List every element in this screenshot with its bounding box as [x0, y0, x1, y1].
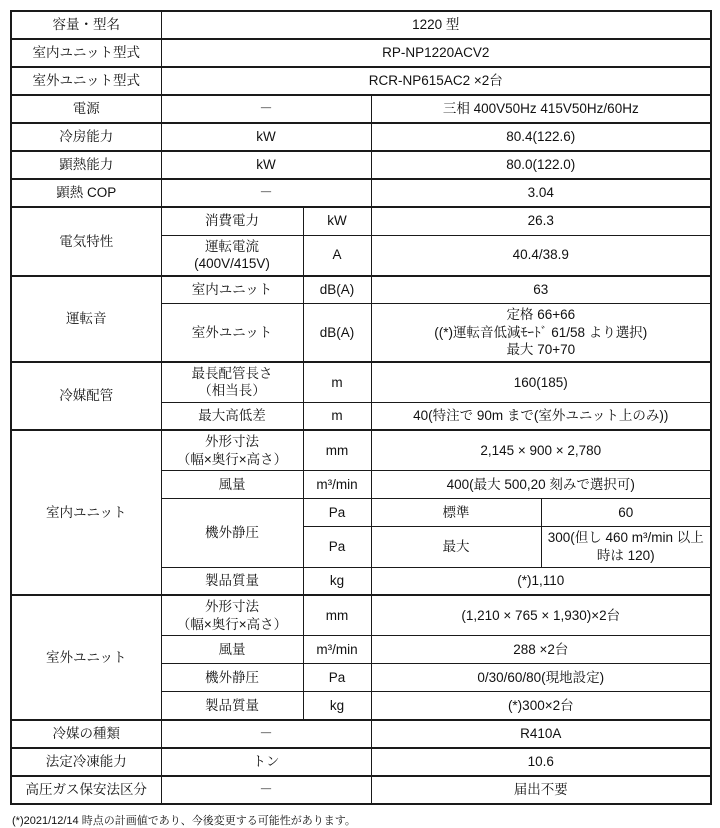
- indoor-unit-group-label: 室内ユニット: [11, 430, 161, 595]
- current-label: [161, 235, 303, 276]
- refrigerant-value: R410A: [371, 720, 711, 748]
- indoor-weight-unit: kg: [303, 567, 371, 595]
- legal-capacity-value: 10.6: [371, 748, 711, 776]
- indoor-static-pressure-max-unit: Pa: [303, 527, 371, 567]
- high-pressure-gas-value: 届出不要: [371, 776, 711, 804]
- indoor-static-pressure-standard-unit: Pa: [303, 499, 371, 527]
- piping-max-height-value: 40(特注で 90m まで(室外ユニット上のみ)): [371, 402, 711, 430]
- indoor-static-pressure-label: 機外静圧: [161, 499, 303, 567]
- piping-max-height-unit: m: [303, 402, 371, 430]
- noise-indoor-unit: dB(A): [303, 276, 371, 304]
- outdoor-weight-value: (*)300×2台: [371, 692, 711, 720]
- outdoor-airflow-label: 風量: [161, 636, 303, 664]
- noise-indoor-value: 63: [371, 276, 711, 304]
- outdoor-dimensions-label: [161, 595, 303, 636]
- cooling-capacity-value: 80.4(122.6): [371, 123, 711, 151]
- consumption-value: 26.3: [371, 207, 711, 235]
- piping-max-height-label: 最大高低差: [161, 402, 303, 430]
- row-legal-capacity: [11, 748, 711, 776]
- row-high-pressure-gas: [11, 776, 711, 804]
- current-label-line1: 運転電流: [205, 238, 259, 254]
- outdoor-static-pressure-value: 0/30/60/80(現地設定): [371, 664, 711, 692]
- row-power: [11, 95, 711, 123]
- piping-max-length-label-line2: （相当長）: [198, 383, 266, 399]
- row-outdoor-model: [11, 67, 711, 95]
- indoor-static-pressure-standard-mode: 標準: [371, 499, 541, 527]
- current-label-line2: (400V/415V): [194, 256, 270, 272]
- power-label: 電源: [11, 95, 161, 123]
- row-noise-indoor: [11, 276, 711, 304]
- row-refrigerant: [11, 720, 711, 748]
- outdoor-dimensions-label-line1: 外形寸法: [205, 599, 259, 615]
- outdoor-unit-group-label: 室外ユニット: [11, 595, 161, 720]
- cooling-capacity-label: 冷房能力: [11, 123, 161, 151]
- noise-indoor-label: 室内ユニット: [161, 276, 303, 304]
- outdoor-weight-unit: kg: [303, 692, 371, 720]
- power-value: 三相 400V50Hz 415V50Hz/60Hz: [371, 95, 711, 123]
- noise-outdoor-value-line2: ((*)運転音低減ﾓｰﾄﾞ 61/58 より選択): [434, 324, 648, 340]
- row-outdoor-dimensions: [11, 595, 711, 636]
- row-indoor-dimensions: [11, 430, 711, 471]
- footnote: (*)2021/12/14 時点の計画値であり、今後変更する可能性があります。: [12, 814, 356, 827]
- outdoor-dimensions-unit: mm: [303, 595, 371, 636]
- row-sensible-cop: [11, 179, 711, 207]
- noise-outdoor-value-line3: 最大 70+70: [506, 342, 576, 358]
- high-pressure-gas-label: 高圧ガス保安法区分: [11, 776, 161, 804]
- row-indoor-model: [11, 39, 711, 67]
- cooling-capacity-unit: kW: [161, 123, 371, 151]
- indoor-static-pressure-standard-value: 60: [541, 499, 711, 527]
- spec-table: [10, 10, 712, 805]
- indoor-static-pressure-max-value: 300(但し 460 m³/min 以上時は 120): [541, 527, 711, 567]
- row-piping-max-length: [11, 362, 711, 403]
- outdoor-weight-label: 製品質量: [161, 692, 303, 720]
- outdoor-dimensions-value: (1,210 × 765 × 1,930)×2台: [371, 595, 711, 636]
- legal-capacity-unit: トン: [161, 748, 371, 776]
- consumption-label: 消費電力: [161, 207, 303, 235]
- indoor-airflow-value: 400(最大 500,20 刻みで選択可): [371, 471, 711, 499]
- outdoor-airflow-unit: m³/min: [303, 636, 371, 664]
- noise-group-label: 運転音: [11, 276, 161, 362]
- row-cooling-capacity: [11, 123, 711, 151]
- indoor-dimensions-label: [161, 430, 303, 471]
- indoor-weight-value: (*)1,110: [371, 567, 711, 595]
- indoor-dimensions-value: 2,145 × 900 × 2,780: [371, 430, 711, 471]
- noise-outdoor-label: 室外ユニット: [161, 304, 303, 362]
- consumption-unit: kW: [303, 207, 371, 235]
- piping-max-length-label: [161, 362, 303, 403]
- sensible-cop-value: 3.04: [371, 179, 711, 207]
- sensible-cop-unit: －: [161, 179, 371, 207]
- sensible-capacity-unit: kW: [161, 151, 371, 179]
- indoor-dimensions-label-line1: 外形寸法: [205, 434, 259, 450]
- sensible-capacity-value: 80.0(122.0): [371, 151, 711, 179]
- piping-group-label: 冷媒配管: [11, 362, 161, 431]
- piping-max-length-label-line1: 最長配管長さ: [191, 365, 273, 381]
- noise-outdoor-value-line1: 定格 66+66: [506, 307, 576, 323]
- current-unit: A: [303, 235, 371, 276]
- outdoor-model-label: 室外ユニット型式: [11, 67, 161, 95]
- outdoor-static-pressure-unit: Pa: [303, 664, 371, 692]
- capacity-label: 容量・型名: [11, 11, 161, 39]
- sensible-capacity-label: 顕熱能力: [11, 151, 161, 179]
- outdoor-model-value: RCR-NP615AC2 ×2台: [161, 67, 711, 95]
- indoor-model-label: 室内ユニット型式: [11, 39, 161, 67]
- piping-max-length-unit: m: [303, 362, 371, 403]
- indoor-weight-label: 製品質量: [161, 567, 303, 595]
- refrigerant-label: 冷媒の種類: [11, 720, 161, 748]
- indoor-model-value: RP-NP1220ACV2: [161, 39, 711, 67]
- noise-outdoor-unit: dB(A): [303, 304, 371, 362]
- current-value: 40.4/38.9: [371, 235, 711, 276]
- high-pressure-gas-unit: －: [161, 776, 371, 804]
- noise-outdoor-value: [371, 304, 711, 362]
- outdoor-static-pressure-label: 機外静圧: [161, 664, 303, 692]
- indoor-dimensions-label-line2: （幅×奥行×高さ）: [176, 451, 288, 467]
- piping-max-length-value: 160(185): [371, 362, 711, 403]
- indoor-airflow-label: 風量: [161, 471, 303, 499]
- outdoor-airflow-value: 288 ×2台: [371, 636, 711, 664]
- legal-capacity-label: 法定冷凍能力: [11, 748, 161, 776]
- indoor-airflow-unit: m³/min: [303, 471, 371, 499]
- power-unit: －: [161, 95, 371, 123]
- indoor-dimensions-unit: mm: [303, 430, 371, 471]
- outdoor-dimensions-label-line2: （幅×奥行×高さ）: [176, 616, 288, 632]
- refrigerant-unit: －: [161, 720, 371, 748]
- row-sensible-capacity: [11, 151, 711, 179]
- electrical-group-label: 電気特性: [11, 207, 161, 276]
- capacity-value: 1220 型: [161, 11, 711, 39]
- row-capacity: [11, 11, 711, 39]
- sensible-cop-label: 顕熱 COP: [11, 179, 161, 207]
- row-electrical-consumption: [11, 207, 711, 235]
- indoor-static-pressure-max-mode: 最大: [371, 527, 541, 567]
